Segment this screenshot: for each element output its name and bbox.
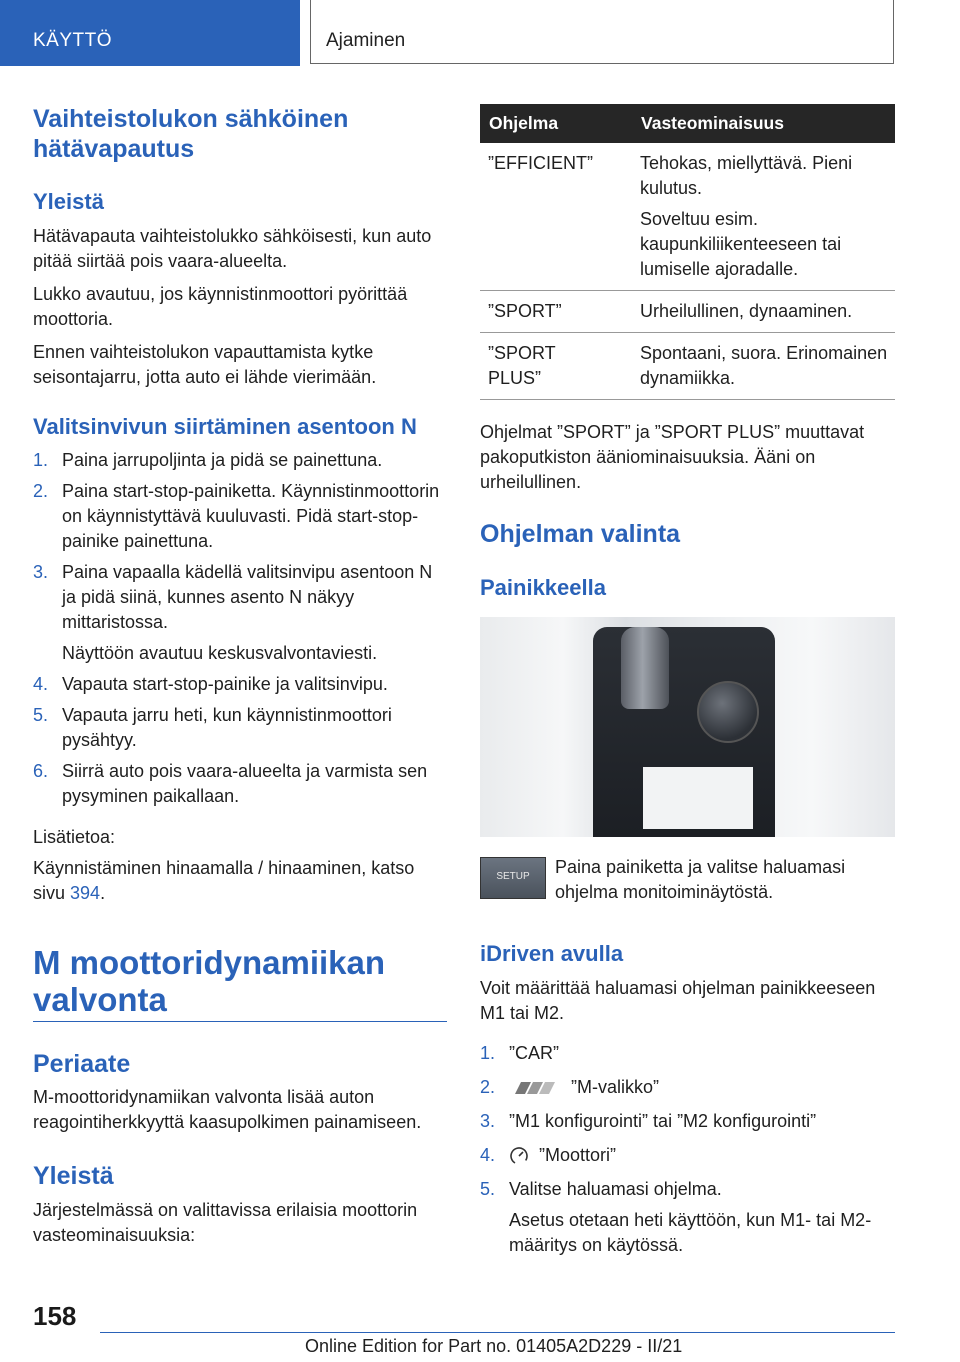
list-item: 2. ”M-valikko” bbox=[480, 1077, 659, 1097]
page-link[interactable]: 394 bbox=[70, 883, 101, 903]
paragraph-principle: M-moottoridynamiikan valvonta lisää auton reagointiherkkyyttä kaasupolkimen painamiseen. bbox=[33, 1087, 422, 1132]
table-row bbox=[480, 333, 895, 400]
center-console-photo bbox=[480, 617, 895, 837]
heading-move-lever: Valitsinvivun siirtäminen asentoon N bbox=[33, 414, 417, 439]
table-row bbox=[480, 291, 895, 333]
console-panel bbox=[593, 627, 775, 837]
table-cell-program: ”SPORT” bbox=[480, 291, 632, 333]
list-item: 6. Siirrä auto pois vaara-alueelta ja varmista sen pysyminen paikallaan. bbox=[33, 761, 428, 806]
paragraph-release-2: Lukko avautuu, jos käynnistinmoottori pyörittää moottoria. bbox=[33, 284, 408, 329]
setup-button-icon: SETUP bbox=[480, 857, 546, 899]
list-item: 3. ”M1 konfigurointi” tai ”M2 konfigurointi” bbox=[480, 1111, 817, 1131]
table-row bbox=[480, 143, 895, 291]
storage-tray bbox=[643, 767, 753, 829]
paragraph-general-2: Järjestelmässä on valittavissa erilaisia moottorin vasteominaisuuksia: bbox=[33, 1200, 418, 1245]
idrive-steps-list bbox=[480, 1041, 895, 1258]
list-item: 2. Paina start-stop-painiketta. Käynnistinmoottorin on käynnistyttävä kuuluvasti. Pidä start-stop-painike painettuna. bbox=[33, 481, 440, 551]
edition-info: Online Edition for Part no. 01405A2D229 - II/21 bbox=[305, 1336, 683, 1356]
list-item: 4. ”Moottori” bbox=[480, 1143, 895, 1168]
release-steps-list bbox=[33, 448, 447, 809]
list-item: 3. Paina vapaalla kädellä valitsinvipu asentoon N ja pidä siinä, kunnes asento N näkyy mittaristossa. Näyttöön avautuu keskusvalvontaviesti. bbox=[33, 562, 433, 663]
heading-general-1: Yleistä bbox=[33, 189, 104, 214]
section-tab bbox=[0, 0, 300, 66]
paragraph-release-3: Ennen vaihteistolukon vapauttamista kytke seisontajarru, jotta auto ei lähde vierimään. bbox=[33, 342, 377, 387]
heading-idrive: iDriven avulla bbox=[480, 941, 624, 966]
release-heading-block bbox=[33, 104, 447, 164]
table-header-row bbox=[480, 104, 895, 143]
heading-m-dynamics: M moottoridynamiikan valvonta bbox=[33, 944, 386, 1018]
m-logo-icon bbox=[509, 1081, 561, 1095]
paragraph-release-1: Hätävapauta vaihteistolukko sähköisesti, kun auto pitää siirtää pois vaara-alueelta. bbox=[33, 226, 432, 271]
gear-selector-lever bbox=[621, 627, 669, 709]
cross-reference: Käynnistäminen hinaamalla / hinaaminen, katso sivu 394. bbox=[33, 858, 415, 903]
paragraph-programs: Ohjelmat ”SPORT” ja ”SPORT PLUS” muuttavat pakoputkiston ääniominaisuuksia. Ääni on urheilullinen. bbox=[480, 422, 865, 492]
table-cell-program: ”EFFICIENT” bbox=[480, 143, 632, 291]
chapter-title: Ajaminen bbox=[326, 30, 406, 51]
idrive-controller bbox=[697, 681, 759, 743]
table-cell-response: Spontaani, suora. Erinomainen dynamiikka. bbox=[632, 333, 895, 400]
table-header-program: Ohjelma bbox=[480, 104, 632, 143]
chapter-tab bbox=[310, 0, 894, 64]
section-title: KÄYTTÖ bbox=[33, 30, 113, 51]
heading-general-2: Yleistä bbox=[33, 1162, 114, 1190]
table-cell-response: Urheilullinen, dynaaminen. bbox=[632, 291, 895, 333]
heading-with-button: Painikkeella bbox=[480, 575, 606, 600]
list-item: 1. Paina jarrupoljinta ja pidä se painettuna. bbox=[33, 450, 383, 470]
paragraph-idrive: Voit määrittää haluamasi ohjelman painikkeeseen M1 tai M2. bbox=[480, 978, 876, 1023]
list-item: 4. Vapauta start-stop-painike ja valitsinvipu. bbox=[33, 674, 388, 694]
heading-emergency-release: Vaihteistolukon sähköinen hätävapautus bbox=[33, 105, 349, 163]
table-header-response: Vasteominaisuus bbox=[632, 104, 895, 143]
list-item: 5. Valitse haluamasi ohjelma. Asetus otetaan heti käyttöön, kun M1- tai M2-määritys on käytössä. bbox=[480, 1179, 872, 1255]
table-cell-program: ”SPORT PLUS” bbox=[480, 333, 632, 400]
list-item: 1. ”CAR” bbox=[480, 1043, 559, 1063]
list-item: 5. Vapauta jarru heti, kun käynnistinmoottori pysähtyy. bbox=[33, 705, 392, 750]
table-cell-response: Tehokas, miellyttävä. Pieni kulutus. Soveltuu esim. kaupunkiliikenteeseen tai lumiselle ajoradalle. bbox=[632, 143, 895, 291]
heading-program-selection: Ohjelman valinta bbox=[480, 520, 681, 548]
page-number: 158 bbox=[33, 1301, 77, 1331]
engine-gauge-icon bbox=[509, 1146, 529, 1166]
section-divider bbox=[33, 1021, 447, 1022]
paragraph-setup: Paina painiketta ja valitse haluamasi ohjelma monitoiminäytöstä. bbox=[555, 857, 846, 902]
heading-principle: Periaate bbox=[33, 1050, 131, 1078]
more-info-label: Lisätietoa: bbox=[33, 827, 116, 847]
footer-divider bbox=[100, 1332, 895, 1333]
program-table bbox=[480, 104, 895, 400]
